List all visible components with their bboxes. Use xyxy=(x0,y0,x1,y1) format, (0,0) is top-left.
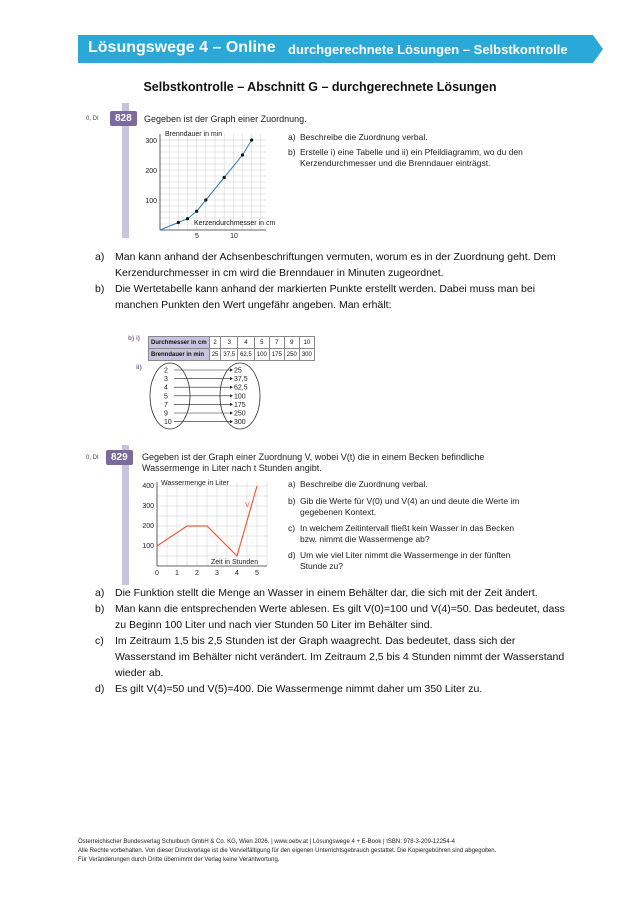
arrow-head xyxy=(230,403,233,406)
arrow-target-value: 62,5 xyxy=(234,384,248,392)
header-banner-tip xyxy=(593,35,603,63)
task-829-sub-c: In welchem Zeitintervall fließt kein Wasser in das Becken bzw. nimmt die Wassermenge ab? xyxy=(300,523,515,544)
arrow-target-value: 100 xyxy=(234,393,246,401)
arrow-target-value: 25 xyxy=(234,367,242,375)
task-829-statement: Gegeben ist der Graph einer Zuordnung V, wobei V(t) die in einem Becken befindliche Wassermenge in Liter nach t Stunden angibt. xyxy=(142,452,485,473)
footer xyxy=(78,838,578,865)
task-828-sub-b: Erstelle i) eine Tabelle und ii) ein Pfeildiagramm, wo du den Kerzendurchmesser und die Brenndauer einträgst. xyxy=(300,147,523,168)
answer-828-b-label: b) xyxy=(95,283,105,295)
arrow-target-value: 37,5 xyxy=(234,376,248,384)
table-cell: 7 xyxy=(269,337,284,349)
arrow-head xyxy=(230,377,233,380)
arrow-source-value: 4 xyxy=(164,384,168,392)
answer-829-b-label: b) xyxy=(95,603,105,615)
chart-829-xtick-3: 3 xyxy=(215,570,219,577)
chart-829-xtick-0: 0 xyxy=(155,570,159,577)
answer-828-a xyxy=(95,249,565,281)
chart-829-xlabel: Zeit in Stunden xyxy=(211,559,259,566)
table-cell: 62,5 xyxy=(238,349,255,361)
table-label-ii: ii) xyxy=(136,364,142,371)
chart-829-ytick-200: 200 xyxy=(142,523,154,530)
task-829-sub-b-label: b) xyxy=(288,496,296,506)
table-head-duration: Brenndauer in min xyxy=(149,349,210,361)
chart-828 xyxy=(130,128,276,240)
answer-828-a-text: Man kann anhand der Achsenbeschriftungen vermuten, worum es in der Zuordnung geht. Dem Kerzendurchmesser in cm wird die Brenndauer in Minuten zugeordnet. xyxy=(115,251,556,279)
answer-829-d-label: d) xyxy=(95,683,105,695)
task-829-sub-c-label: c) xyxy=(288,523,296,533)
task-828-sub-b-label: b) xyxy=(288,147,296,157)
footer-line-1: Österreichischer Bundesverlag Schulbuch GmbH & Co. KG, Wien 2026. | www.oebv.at | Lösungswege 4 + E-Book | ISBN: 978-3-209-12254-4 xyxy=(78,839,455,845)
arrow-target-value: 250 xyxy=(234,410,246,418)
chart-829-xtick-5: 5 xyxy=(255,570,259,577)
table-cell: 10 xyxy=(299,337,314,349)
arrow-source-value: 7 xyxy=(164,401,168,409)
answer-829-d-text: Es gilt V(4)=50 und V(5)=400. Die Wassermenge nimmt daher um 350 Liter zu. xyxy=(115,683,483,695)
data-point xyxy=(204,198,207,201)
table-cell: 175 xyxy=(269,349,284,361)
table-cell: 250 xyxy=(284,349,299,361)
chart-829-xtick-2: 2 xyxy=(195,570,199,577)
task-828-statement: Gegeben ist der Graph einer Zuordnung. xyxy=(144,114,307,124)
table-cell: 9 xyxy=(284,337,299,349)
table-cell: 3 xyxy=(221,337,238,349)
table-cell: 37,5 xyxy=(221,349,238,361)
chart-828-grid xyxy=(160,134,266,230)
answer-828-b-text: Die Wertetabelle kann anhand der markierten Punkte erstellt werden. Dabei muss man bei manchen Punkten den Wert ungefähr angeben. Man erhält: xyxy=(115,283,536,311)
task-829-sub-a-label: a) xyxy=(288,479,296,489)
answer-829-c-text: Im Zeitraum 1,5 bis 2,5 Stunden ist der Graph waagrecht. Das bedeutet, dass sich der Wasserstand im Behälter nicht verändert. Im Zeitraum 2,5 bis 4 Stunden nimmt der Wasserstand wieder ab. xyxy=(115,635,565,679)
table-row xyxy=(149,337,315,349)
answer-829-b-text: Man kann die entsprechenden Werte ablesen. Es gilt V(0)=100 und V(4)=50. Das bedeutet, dass zu Beginn 100 Liter und nach vier Stunden 50 Liter im Behälter sind. xyxy=(115,603,565,631)
data-point xyxy=(177,221,180,224)
chart-829-ylabel: Wassermenge in Liter xyxy=(161,480,229,487)
table-cell: 5 xyxy=(254,337,269,349)
answer-829-d xyxy=(95,681,565,697)
chart-828-xlabel: Kerzendurchmesser in cm xyxy=(194,220,276,227)
task-829-sub-d-label: d) xyxy=(288,550,296,560)
answer-829-a-label: a) xyxy=(95,587,105,599)
answer-829-a-text: Die Funktion stellt die Menge an Wasser in einem Behälter dar, die sich mit der Zeit ändert. xyxy=(115,587,538,599)
arrow-diagram-arrows xyxy=(164,368,248,427)
chart-829-xtick-4: 4 xyxy=(235,570,239,577)
answer-829-c-label: c) xyxy=(95,635,104,647)
data-point xyxy=(186,217,189,220)
arrow-source-value: 9 xyxy=(164,410,168,418)
data-point xyxy=(250,138,253,141)
chart-829-grid xyxy=(157,482,267,566)
table-cell: 300 xyxy=(299,349,314,361)
task-829-number: 829 xyxy=(106,450,133,465)
footer-line-2: Alle Rechte vorbehalten. Von dieser Druckvorlage ist die Vervielfältigung für den eigenen Unterrichtsgebrauch gestattet. Die Kopiergebühren sind abgegolten. xyxy=(78,848,497,854)
chart-828-ytick-100: 100 xyxy=(145,198,157,205)
arrow-head xyxy=(230,411,233,414)
task-828-number: 828 xyxy=(110,111,137,126)
header-subtitle: durchgerechnete Lösungen – Selbstkontrolle xyxy=(288,42,568,57)
table-row xyxy=(149,349,315,361)
arrow-diagram xyxy=(140,362,270,432)
answer-828-b xyxy=(95,281,565,313)
chart-829-ytick-300: 300 xyxy=(142,503,154,510)
task-828-sub-a-label: a) xyxy=(288,132,296,142)
table-head-diameter: Durchmesser in cm xyxy=(149,337,210,349)
chart-829-ytick-100: 100 xyxy=(142,543,154,550)
data-point xyxy=(223,176,226,179)
task-828-sub-a: Beschreibe die Zuordnung verbal. xyxy=(300,132,428,142)
arrow-source-value: 2 xyxy=(164,367,168,375)
chart-828-xtick-10: 10 xyxy=(230,233,238,240)
task-829-meta: 0, DI xyxy=(86,455,99,461)
chart-828-ylabel: Brenndauer in min xyxy=(165,131,223,138)
data-point xyxy=(195,210,198,213)
table-cell: 100 xyxy=(254,349,269,361)
answer-829-b xyxy=(95,601,565,633)
page-title: Selbstkontrolle – Abschnitt G – durchgerechnete Lösungen xyxy=(143,80,497,94)
task-828-meta: 0, DI xyxy=(86,116,99,122)
chart-829-xtick-1: 1 xyxy=(175,570,179,577)
chart-828-xtick-5: 5 xyxy=(195,233,199,240)
task-829-sub-a: Beschreibe die Zuordnung verbal. xyxy=(300,479,428,489)
chart-829 xyxy=(135,476,270,582)
arrow-head xyxy=(230,386,233,389)
task-829-sub-d: Um wie viel Liter nimmt die Wassermenge in der fünften Stunde zu? xyxy=(300,550,511,571)
table-cell: 4 xyxy=(238,337,255,349)
arrow-source-value: 10 xyxy=(164,419,172,427)
value-table xyxy=(148,336,315,361)
table-cell: 25 xyxy=(209,349,221,361)
footer-line-3: Für Veränderungen durch Dritte übernimmt der Verlag keine Verantwortung. xyxy=(78,857,280,863)
task-829-sub-b: Gib die Werte für V(0) und V(4) an und deute die Werte im gegebenen Kontext. xyxy=(300,496,520,517)
answer-828-a-label: a) xyxy=(95,251,105,263)
arrow-source-value: 3 xyxy=(164,376,168,384)
answer-829-a xyxy=(95,585,565,601)
table-label-i: b) i) xyxy=(128,335,140,342)
data-point xyxy=(241,153,244,156)
arrow-target-value: 300 xyxy=(234,419,246,427)
answer-829-c xyxy=(95,633,565,681)
arrow-head xyxy=(230,394,233,397)
arrow-head xyxy=(230,420,233,423)
arrow-head xyxy=(230,368,233,371)
chart-828-ytick-300: 300 xyxy=(145,138,157,145)
task-829-strip xyxy=(122,445,129,585)
chart-829-curve-label: V xyxy=(245,502,250,509)
table-cell: 2 xyxy=(209,337,221,349)
arrow-source-value: 5 xyxy=(164,393,168,401)
chart-829-ytick-400: 400 xyxy=(142,483,154,490)
header-title: Lösungswege 4 – Online xyxy=(88,39,276,56)
arrow-target-value: 175 xyxy=(234,401,246,409)
chart-828-ytick-200: 200 xyxy=(145,168,157,175)
